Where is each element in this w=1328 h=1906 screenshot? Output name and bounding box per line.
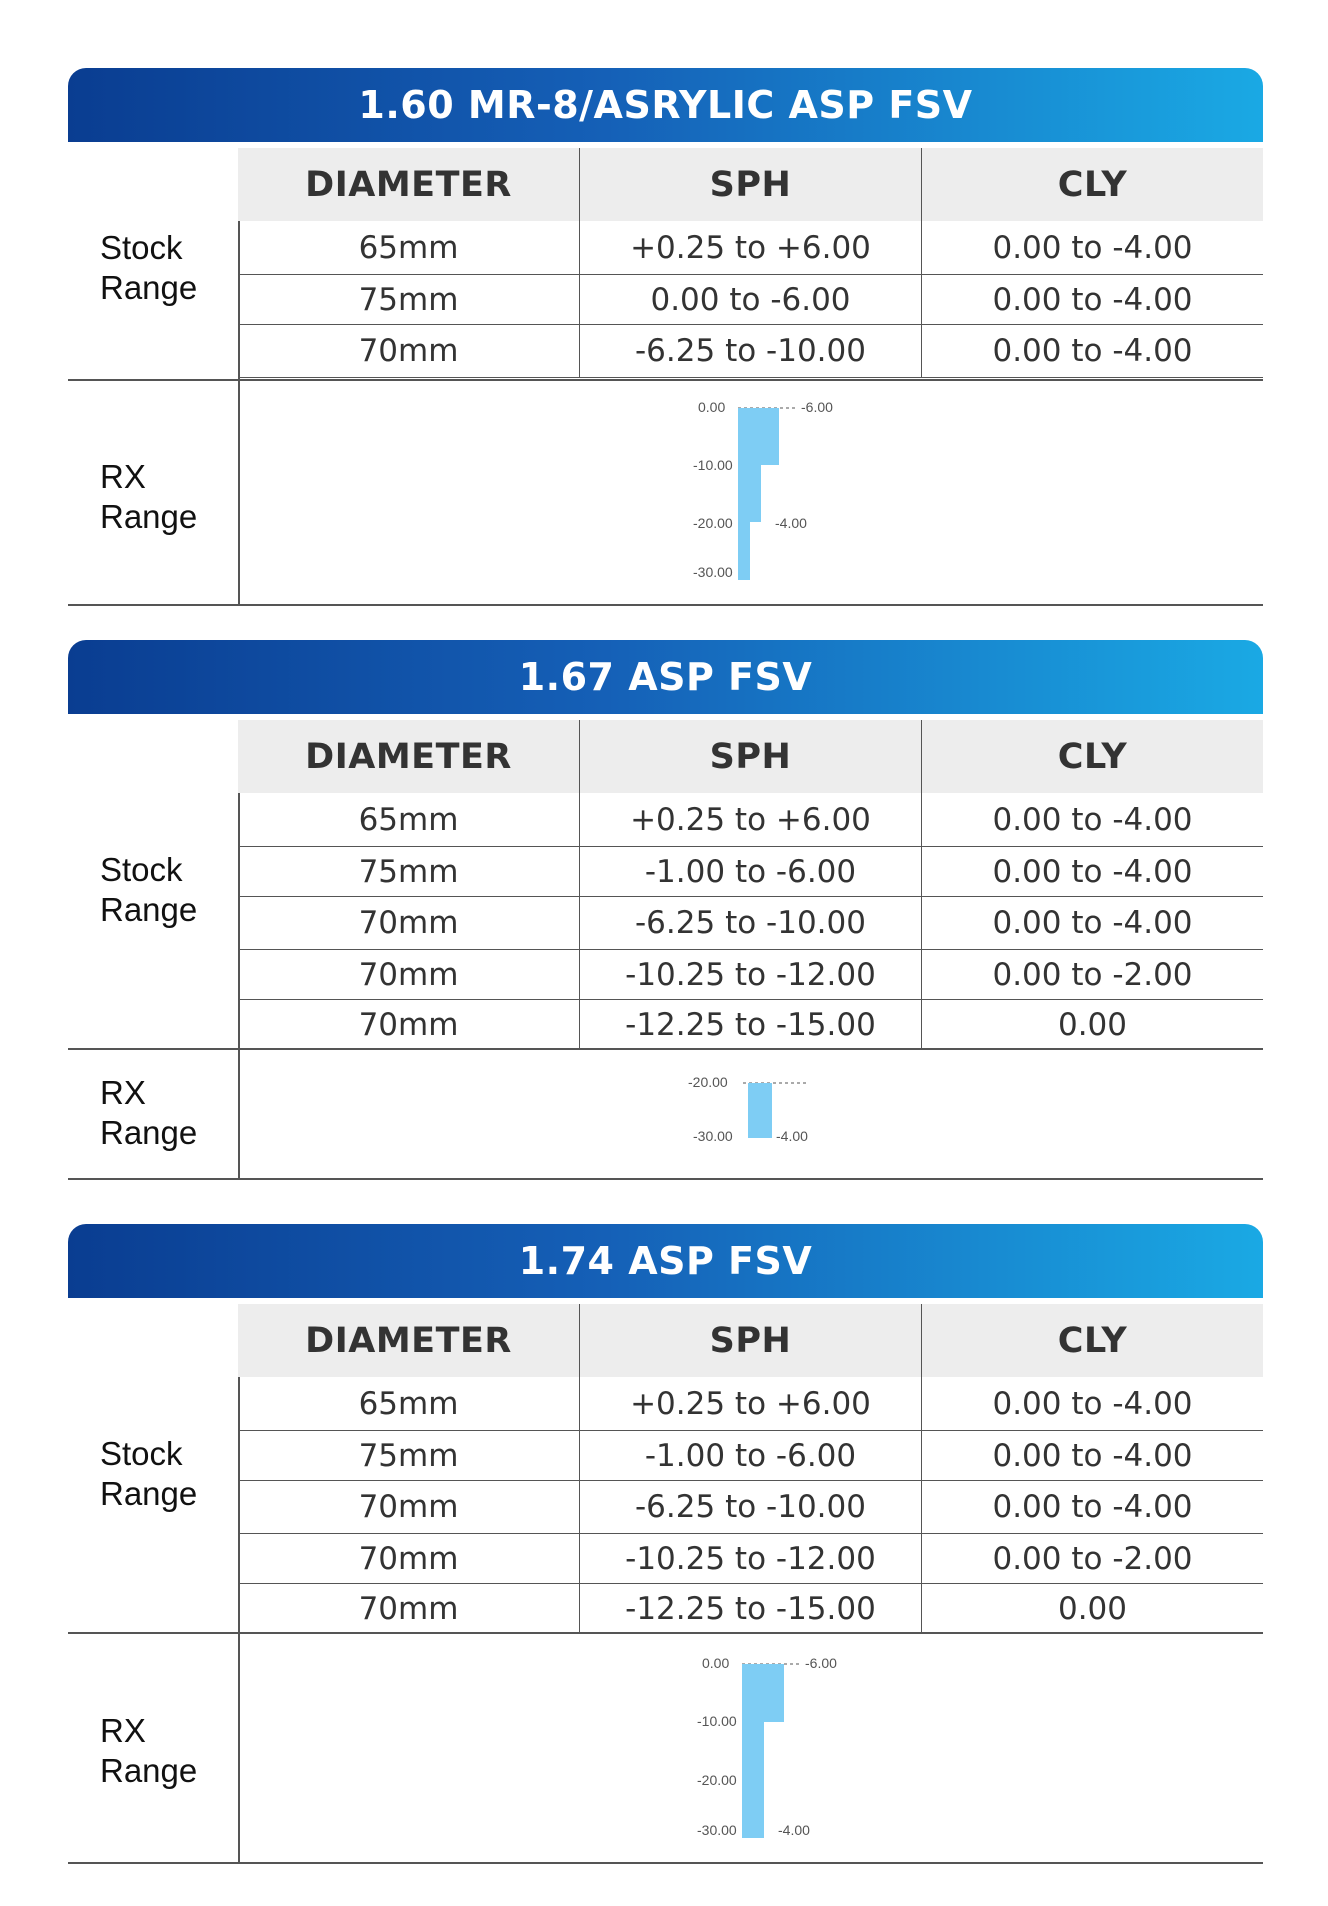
cell-cyl: 0.00 <box>921 1000 1263 1049</box>
cell-diameter: 70mm <box>358 1489 459 1525</box>
sph-tick: -30.00 <box>693 1128 733 1144</box>
header-cyl: CLY <box>921 1304 1263 1377</box>
cell-cyl: 0.00 <box>921 1584 1263 1633</box>
cell-sph: -1.00 to -6.00 <box>579 1431 921 1480</box>
sph-tick: -30.00 <box>693 564 733 580</box>
stock-range-table <box>238 148 1263 378</box>
cell-cyl: 0.00 to -4.00 <box>921 1431 1263 1480</box>
stock-range-label: Stock Range <box>100 229 198 306</box>
cell-sph: -10.25 to -12.00 <box>579 950 921 999</box>
stock-range-table <box>238 1304 1263 1634</box>
product-section-3 <box>68 1224 1263 1864</box>
cell-cyl: 0.00 to -4.00 <box>921 275 1263 324</box>
section-title: 1.60 MR-8/ASRYLIC ASP FSV <box>68 68 1263 142</box>
table-row <box>238 1000 1263 1050</box>
table-header <box>238 1304 1263 1377</box>
table-row <box>238 325 1263 378</box>
cell-diameter: 75mm <box>358 853 459 890</box>
cell-diameter: 70mm <box>358 1590 459 1627</box>
cell-diameter: 65mm <box>358 1385 459 1422</box>
cell-sph: +0.25 to +6.00 <box>579 1377 921 1430</box>
stock-range-label: Stock Range <box>100 851 198 928</box>
header-diameter: DIAMETER <box>305 736 512 777</box>
table-row <box>238 1431 1263 1481</box>
cell-sph: -12.25 to -15.00 <box>579 1584 921 1633</box>
product-section-1 <box>68 68 1263 606</box>
table-row <box>238 221 1263 275</box>
table-row <box>238 793 1263 847</box>
rx-bar <box>759 408 779 465</box>
section-title: 1.74 ASP FSV <box>68 1224 1263 1298</box>
rx-bar <box>762 1664 784 1722</box>
stock-range-label: Stock Range <box>100 1435 198 1512</box>
cell-diameter: 75mm <box>358 1437 459 1474</box>
table-row <box>238 847 1263 897</box>
rx-range-chart <box>648 394 948 584</box>
sph-tick: 0.00 <box>702 1655 730 1671</box>
cell-diameter: 75mm <box>358 281 459 318</box>
cell-cyl: 0.00 to -2.00 <box>921 1534 1263 1583</box>
rx-range-label: RX Range <box>100 1074 198 1151</box>
cell-sph: -6.25 to -10.00 <box>579 325 921 377</box>
table-header <box>238 148 1263 221</box>
cell-sph: +0.25 to +6.00 <box>579 221 921 274</box>
cyl-label: -4.00 <box>778 1822 810 1838</box>
product-section-2 <box>68 640 1263 1180</box>
cell-cyl: 0.00 to -4.00 <box>921 325 1263 377</box>
cell-sph: -10.25 to -12.00 <box>579 1534 921 1583</box>
table-row <box>238 275 1263 325</box>
header-sph: SPH <box>579 148 921 221</box>
stock-range-table <box>238 720 1263 1050</box>
cell-cyl: 0.00 to -4.00 <box>921 221 1263 274</box>
cell-cyl: 0.00 to -4.00 <box>921 847 1263 896</box>
header-diameter: DIAMETER <box>305 1320 512 1361</box>
cell-diameter: 70mm <box>358 956 459 993</box>
table-row <box>238 1534 1263 1584</box>
sph-tick: -20.00 <box>693 515 733 531</box>
table-header <box>238 720 1263 793</box>
cell-diameter: 70mm <box>358 1006 459 1043</box>
table-row <box>238 950 1263 1000</box>
sph-tick: -20.00 <box>697 1772 737 1788</box>
sph-tick: -30.00 <box>697 1822 737 1838</box>
cell-sph: +0.25 to +6.00 <box>579 793 921 846</box>
cell-diameter: 70mm <box>358 333 459 369</box>
cell-diameter: 65mm <box>358 229 459 266</box>
cyl-label: -6.00 <box>801 399 833 415</box>
header-cyl: CLY <box>921 148 1263 221</box>
header-sph: SPH <box>579 1304 921 1377</box>
cell-cyl: 0.00 to -4.00 <box>921 1377 1263 1430</box>
cell-cyl: 0.00 to -4.00 <box>921 1481 1263 1533</box>
cell-sph: 0.00 to -6.00 <box>579 275 921 324</box>
cell-sph: -1.00 to -6.00 <box>579 847 921 896</box>
sph-tick: -20.00 <box>688 1074 728 1090</box>
sph-tick: 0.00 <box>698 399 726 415</box>
cell-cyl: 0.00 to -4.00 <box>921 897 1263 949</box>
rx-range-chart <box>650 1650 950 1850</box>
header-cyl: CLY <box>921 720 1263 793</box>
cell-sph: -6.25 to -10.00 <box>579 1481 921 1533</box>
cyl-label: -6.00 <box>805 1655 837 1671</box>
cell-cyl: 0.00 to -2.00 <box>921 950 1263 999</box>
cyl-label: -4.00 <box>776 1128 808 1144</box>
cell-cyl: 0.00 to -4.00 <box>921 793 1263 846</box>
rx-range-label: RX Range <box>100 1712 198 1789</box>
header-sph: SPH <box>579 720 921 793</box>
cyl-label: -4.00 <box>775 515 807 531</box>
rx-range-chart <box>668 1065 908 1165</box>
header-diameter: DIAMETER <box>305 164 512 205</box>
table-row <box>238 1481 1263 1534</box>
cell-diameter: 70mm <box>358 905 459 941</box>
table-row <box>238 1377 1263 1431</box>
sph-tick: -10.00 <box>697 1713 737 1729</box>
section-title: 1.67 ASP FSV <box>68 640 1263 714</box>
cell-sph: -12.25 to -15.00 <box>579 1000 921 1049</box>
table-row <box>238 897 1263 950</box>
cell-sph: -6.25 to -10.00 <box>579 897 921 949</box>
rx-bar <box>748 1083 772 1138</box>
table-row <box>238 1584 1263 1634</box>
rx-range-label: RX Range <box>100 458 198 535</box>
cell-diameter: 70mm <box>358 1540 459 1577</box>
sph-tick: -10.00 <box>693 457 733 473</box>
cell-diameter: 65mm <box>358 801 459 838</box>
